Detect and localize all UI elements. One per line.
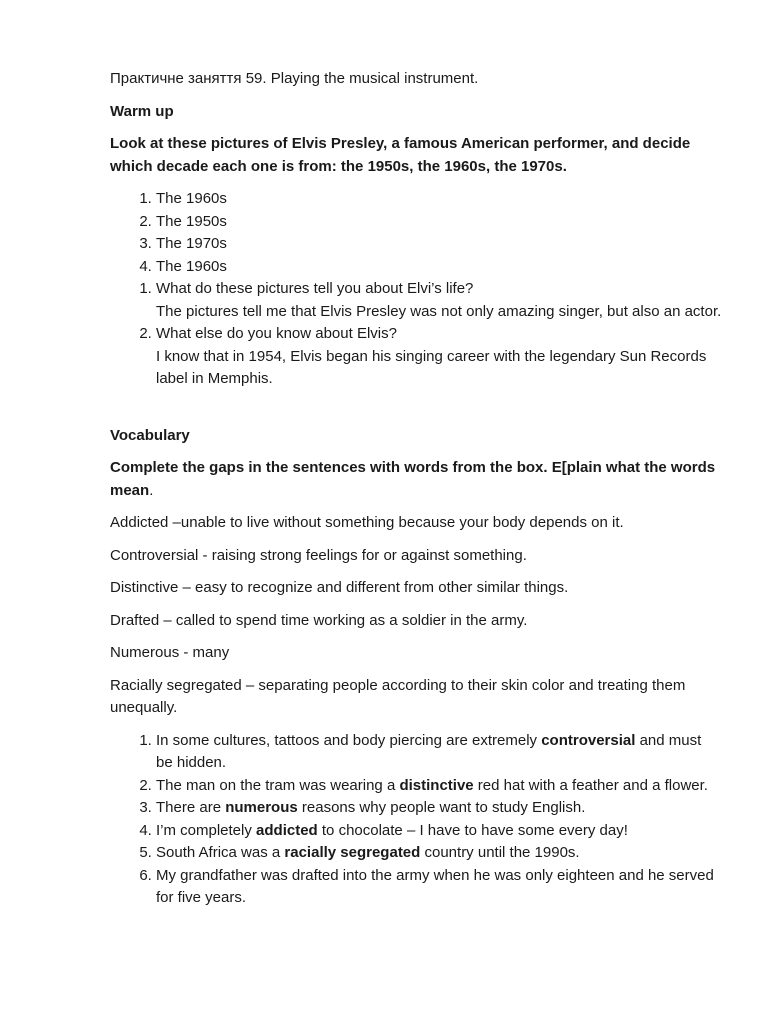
definition: Racially segregated – separating people according to their skin color and treating them unequally.	[110, 676, 686, 716]
answer-word: distinctive	[399, 776, 474, 794]
definition: Controversial - raising strong feelings for or against something.	[110, 546, 527, 564]
question-text: What else do you know about Elvis?	[156, 325, 397, 342]
list-item: 3. The 1970s	[156, 233, 722, 256]
answer-word: numerous	[225, 799, 298, 816]
list-item: 1. The 1960s	[156, 188, 722, 211]
list-item	[156, 865, 722, 910]
sentences-list	[110, 730, 722, 910]
sentence-text: red hat with a feather and a flower.	[473, 776, 708, 794]
answer-text: I know that in 1954, Elvis began his singing career with the legendary Sun Records label in Memphis.	[156, 347, 707, 387]
page-title: Практичне заняття 59. Playing the musical instrument.	[110, 70, 479, 87]
sentence-text: country until the 1990s.	[420, 844, 580, 861]
warmup-heading: Warm up	[110, 102, 174, 120]
sentence-text: South Africa was a	[156, 844, 285, 861]
list-item: 2. The 1950s	[156, 211, 722, 234]
list-item	[156, 730, 722, 775]
answer-word: addicted	[256, 821, 318, 839]
definition: Distinctive – easy to recognize and different from other similar things.	[110, 579, 569, 596]
answer-word: racially segregated	[284, 844, 421, 861]
sentence-text: My grandfather was drafted into the army when he was only eighteen and he served for five years.	[156, 866, 714, 906]
sentence-text: The man on the tram was wearing a	[156, 776, 400, 794]
definition: Numerous - many	[110, 644, 230, 661]
sentence-text: In some cultures, tattoos and body piercing are extremely	[156, 731, 542, 749]
instruction-text: Complete the gaps in the sentences with words from the box. E[plain what the words mean	[110, 459, 716, 499]
list-item	[156, 820, 722, 843]
vocabulary-instruction	[110, 457, 722, 502]
definition: Addicted –unable to live without something because your body depends on it.	[110, 514, 624, 531]
answer-word: controversial	[541, 731, 636, 749]
question-text: What do these pictures tell you about Elvi’s life?	[156, 280, 474, 297]
document-page	[110, 68, 722, 920]
warmup-instruction: Look at these pictures of Elvis Presley, a famous American performer, and decide which decade each one is from: the 1950s, the 1960s, the 1970s.	[110, 135, 691, 175]
warmup-answers-list	[110, 188, 722, 278]
sentence-text: There are	[156, 799, 226, 816]
list-item	[156, 797, 722, 820]
answer-text: The pictures tell me that Elvis Presley was not only amazing singer, but also an actor.	[156, 302, 722, 320]
list-item	[156, 842, 722, 865]
instruction-end: .	[149, 481, 154, 499]
sentence-text: I’m completely	[156, 821, 257, 839]
list-item	[156, 278, 722, 323]
section-spacer	[110, 401, 722, 425]
sentence-text: reasons why people want to study English.	[297, 799, 586, 816]
sentence-text: to chocolate – I have to have some every day!	[317, 821, 628, 839]
list-item	[156, 323, 722, 391]
sentence-text: and must be hidden.	[156, 731, 702, 771]
definition: Drafted – called to spend time working as a soldier in the army.	[110, 611, 528, 629]
warmup-questions-list	[110, 278, 722, 391]
list-item: 4. The 1960s	[156, 256, 722, 279]
vocabulary-heading: Vocabulary	[110, 426, 190, 444]
list-item	[156, 775, 722, 798]
